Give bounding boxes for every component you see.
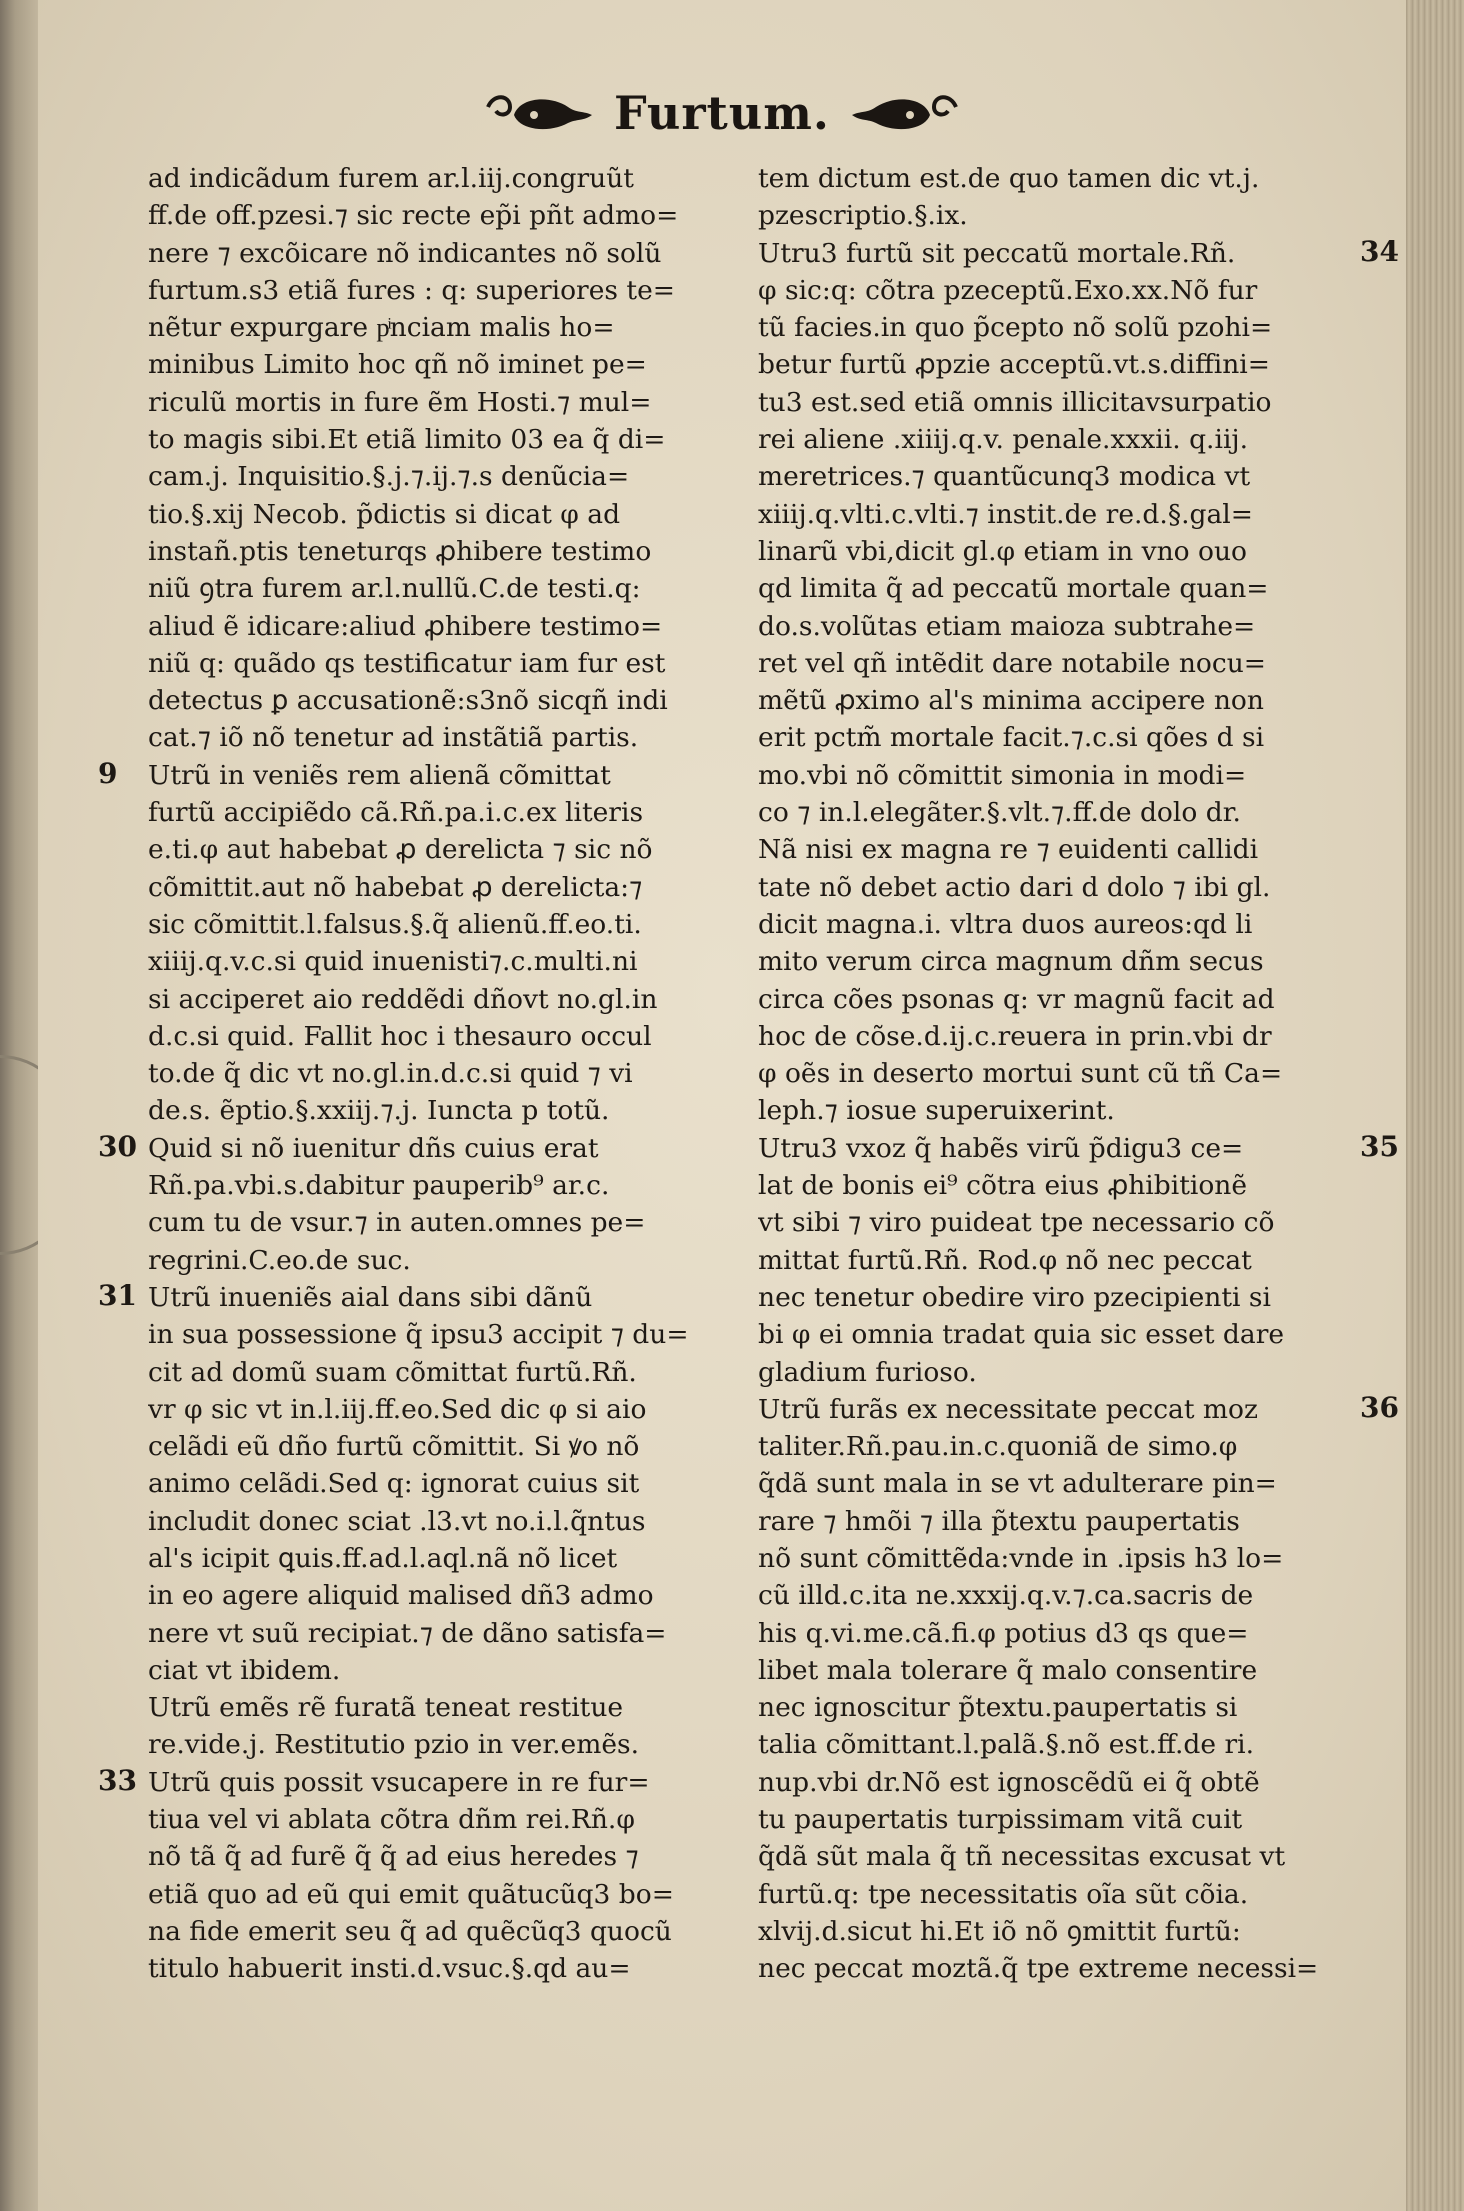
text-line: bi φ ei omnia tradat quia sic esset dare [758,1319,1285,1351]
text-line: niũ q: quãdo qs testificatur iam fur est [148,647,666,679]
text-line: instañ.ptis teneturqs ꝓhibere testimo [148,535,652,567]
text-line: al's icipit ꝗuis.ff.ad.l.aql.nã nõ licet [148,1542,618,1574]
margin-number: 33 [98,1763,137,1797]
text-line: Utrũ in veniẽs rem alienã cõmittat [148,759,611,791]
text-line: nec tenetur obedire viro pzecipienti si [758,1281,1271,1313]
text-line: Rñ.pa.vbi.s.dabitur pauperib⁹ ar.c. [148,1170,610,1202]
text-line: cat.⁊ iõ nõ tenetur ad instãtiã partis. [148,722,639,754]
text-line: riculũ mortis in fure ẽm Hosti.⁊ mul= [148,386,652,418]
text-line: do.s.volũtas etiam maioza subtrahe= [758,610,1256,642]
margin-number: 36 [1360,1390,1399,1424]
text-line: nere vt suũ recipiat.⁊ de dãno satisfa= [148,1617,667,1649]
left-text-column [148,160,768,1988]
text-line: ad indicãdum furem ar.l.iij.congruũt [148,163,634,194]
text-line: gladium furioso. [758,1356,977,1388]
right-text-column [758,160,1358,1988]
text-line: d.c.si quid. Fallit hoc i thesauro occul [148,1020,652,1052]
text-line: rare ⁊ hmõi ⁊ illa p̃textu paupertatis [758,1505,1240,1537]
text-line: φ oẽs in deserto mortui sunt cũ tñ Ca= [758,1058,1283,1090]
text-line: Utrũ furãs ex necessitate peccat moz [758,1393,1258,1425]
text-line: furtũ accipiẽdo cã.Rñ.pa.i.c.ex literis [148,797,644,829]
text-line: talia cõmittant.l.palã.§.nõ est.ff.de ri. [758,1729,1255,1761]
text-line: to magis sibi.Et etiã limito 03 ea q̃ di= [148,424,666,456]
text-line: vt sibi ⁊ viro puideat tpe necessario cõ [758,1207,1275,1239]
text-line: sic cõmittit.l.falsus.§.q̃ alienũ.ff.eo.ti. [148,908,642,940]
text-line: vr φ sic vt in.l.iij.ff.eo.Sed dic φ si aio [148,1393,647,1425]
text-line: libet mala tolerare q̃ malo consentire [758,1654,1258,1686]
text-line: hoc de cõse.d.ij.c.reuera in prin.vbi dr [758,1020,1272,1052]
text-line: co ⁊ in.l.elegãter.§.vlt.⁊.ff.de dolo dr. [758,797,1241,829]
text-line: nẽtur expurgare pͥnciam malis ho= [148,312,615,344]
text-line: in eo agere aliquid malised dñ3 admo [148,1580,654,1612]
text-line: Quid si nõ iuenitur dñs cuius erat [148,1132,599,1164]
text-line: mo.vbi nõ cõmittit simonia in modi= [758,759,1247,791]
text-line: φ sic:q: cõtra pzeceptũ.Exo.xx.Nõ fur [758,274,1258,306]
text-line: si acciperet aio reddẽdi dñovt no.gl.in [148,983,658,1015]
page-fore-edge [1406,0,1464,2211]
text-line: cit ad domũ suam cõmittat furtũ.Rñ. [148,1356,637,1388]
text-line: nõ sunt cõmittẽda:vnde in .ipsis h3 lo= [758,1542,1284,1574]
margin-number: 31 [98,1279,137,1312]
text-line: Utrũ inueniẽs aial dans sibi dãnũ [148,1281,593,1313]
text-line: tio.§.xij Necob. p̃dictis si dicat φ ad [148,498,621,530]
text-line: Utru3 furtũ sit peccatũ mortale.Rñ. [758,237,1236,269]
text-line: tũ facies.in quo p̃cepto nõ solũ pzohi= [758,312,1273,344]
text-line: tate nõ debet actio dari d dolo ⁊ ibi gl. [758,871,1271,903]
text-line: rei aliene .xiiij.q.v. penale.xxxii. q.iij. [758,424,1249,456]
text-line: linarũ vbi,dicit gl.φ etiam in vno ouo [758,535,1247,567]
text-line: tu3 est.sed etiã omnis illicitavsurpatio [758,386,1272,418]
text-line: minibus Limito hoc qñ nõ iminet pe= [148,349,647,381]
text-line: na fide emerit seu q̃ ad quẽcũq3 quocũ [148,1915,672,1947]
right-ornament-icon [844,85,964,141]
text-line: circa cões psonas q: vr magnũ facit ad [758,983,1275,1015]
text-line: includit donec sciat .l3.vt no.i.l.q̃ntus [148,1505,646,1537]
margin-number: 9 [98,756,118,790]
text-line: xiiij.q.vlti.c.vlti.⁊ instit.de re.d.§.gal= [758,498,1253,530]
text-line: titulo habuerit insti.d.vsuc.§.qd au= [148,1953,631,1985]
text-line: mẽtũ ꝓximo al's minima accipere non [758,685,1264,717]
text-line: dicit magna.i. vltra duos aureos:qd li [758,908,1253,940]
text-line: his q.vi.me.cã.fi.φ potius d3 qs que= [758,1617,1249,1649]
text-line: lat de bonis ei⁹ cõtra eius ꝓhibitionẽ [758,1170,1248,1202]
text-line: mittat furtũ.Rñ. Rod.φ nõ nec peccat [758,1244,1252,1276]
margin-number: 35 [1360,1129,1399,1163]
text-line: furtum.s3 etiã fures : q: superiores te= [148,274,675,306]
text-line: taliter.Rñ.pau.in.c.quoniã de simo.φ [758,1431,1238,1463]
text-line: nec peccat moztã.q̃ tpe extreme necessi= [758,1953,1319,1985]
text-line: cum tu de vsur.⁊ in auten.omnes pe= [148,1207,646,1239]
text-line: niũ ꝯtra furem ar.l.nullũ.C.de testi.q: [148,573,641,605]
text-line: betur furtũ ꝓpzie acceptũ.vt.s.diffini= [758,349,1270,381]
text-line: pzescriptio.§.ix. [758,200,968,232]
text-line: in sua possessione q̃ ipsu3 accipit ⁊ du= [148,1319,689,1351]
text-line: ciat vt ibidem. [148,1654,341,1686]
text-line: mito verum circa magnum dñm secus [758,946,1264,978]
text-line: q̃dã sunt mala in se vt adulterare pin= [758,1468,1277,1500]
text-line: re.vide.j. Restitutio pzio in ver.emẽs. [148,1729,640,1761]
text-line: cũ illd.c.ita ne.xxxij.q.v.⁊.ca.sacris de [758,1580,1254,1612]
text-line: nec ignoscitur p̃textu.paupertatis si [758,1692,1238,1724]
text-line: qd limita q̃ ad peccatũ mortale quan= [758,573,1269,605]
text-line: cam.j. Inquisitio.§.j.⁊.ij.⁊.s denũcia= [148,461,630,493]
text-line: aliud ẽ idicare:aliud ꝓhibere testimo= [148,610,663,642]
text-line: celãdi eũ dño furtũ cõmittit. Si ꝟo nõ [148,1431,640,1463]
text-line: Nã nisi ex magna re ⁊ euidenti callidi [758,834,1259,866]
text-line: tiua vel vi ablata cõtra dñm rei.Rñ.φ [148,1804,635,1836]
text-line: nõ tã q̃ ad furẽ q̃ q̃ ad eius heredes ⁊ [148,1841,639,1873]
header-title: Furtum. [614,86,830,140]
margin-number: 34 [1360,234,1399,268]
text-line: xiiij.q.v.c.si quid inuenisti⁊.c.multi.ni [148,946,638,978]
text-line: ff.de off.pzesi.⁊ sic recte ep̃i pñt admo= [148,200,679,232]
text-line: regrini.C.eo.de suc. [148,1244,411,1276]
text-line: q̃dã sũt mala q̃ tñ necessitas excusat vt [758,1841,1286,1873]
text-line: animo celãdi.Sed q: ignorat cuius sit [148,1468,640,1500]
text-line: Utrũ quis possit vsucapere in re fur= [148,1766,650,1798]
text-line: furtũ.q: tpe necessitatis oĩa sũt cõia. [758,1878,1249,1910]
text-line: Utrũ emẽs rẽ furatã teneat restitue [148,1692,624,1724]
text-line: nere ⁊ excõicare nõ indicantes nõ solũ [148,237,662,269]
text-line: meretrices.⁊ quantũcunq3 modica vt [758,461,1251,493]
text-line: detectus ꝑ accusationẽ:s3nõ sicqñ indi [148,685,668,717]
text-line: nup.vbi dr.Nõ est ignoscẽdũ ei q̃ obtẽ [758,1766,1260,1798]
text-line: to.de q̃ dic vt no.gl.in.d.c.si quid ⁊ vi [148,1058,633,1090]
running-header [38,78,1406,148]
page [38,0,1406,2211]
text-line: cõmittit.aut nõ habebat ꝓ derelicta:⁊ [148,871,643,903]
text-line: etiã quo ad eũ qui emit quãtucũq3 bo= [148,1878,674,1910]
text-line: erit pctm̃ mortale facit.⁊.c.si qões d si [758,722,1265,754]
text-line: leph.⁊ iosue superuixerint. [758,1095,1115,1127]
text-line: Utru3 vxoz q̃ habẽs virũ p̃digu3 ce= [758,1132,1244,1164]
text-line: de.s. ẽptio.§.xxiij.⁊.j. Iuncta p totũ. [148,1095,610,1127]
margin-number: 30 [98,1129,137,1163]
left-ornament-icon [480,85,600,141]
text-line: xlvij.d.sicut hi.Et iõ nõ ꝯmittit furtũ: [758,1915,1241,1947]
text-line: tem dictum est.de quo tamen dic vt.j. [758,163,1260,194]
text-line: tu paupertatis turpissimam vitã cuit [758,1804,1243,1836]
text-line: e.ti.φ aut habebat ꝓ derelicta ⁊ sic nõ [148,834,653,866]
text-line: ret vel qñ intẽdit dare notabile nocu= [758,647,1266,679]
